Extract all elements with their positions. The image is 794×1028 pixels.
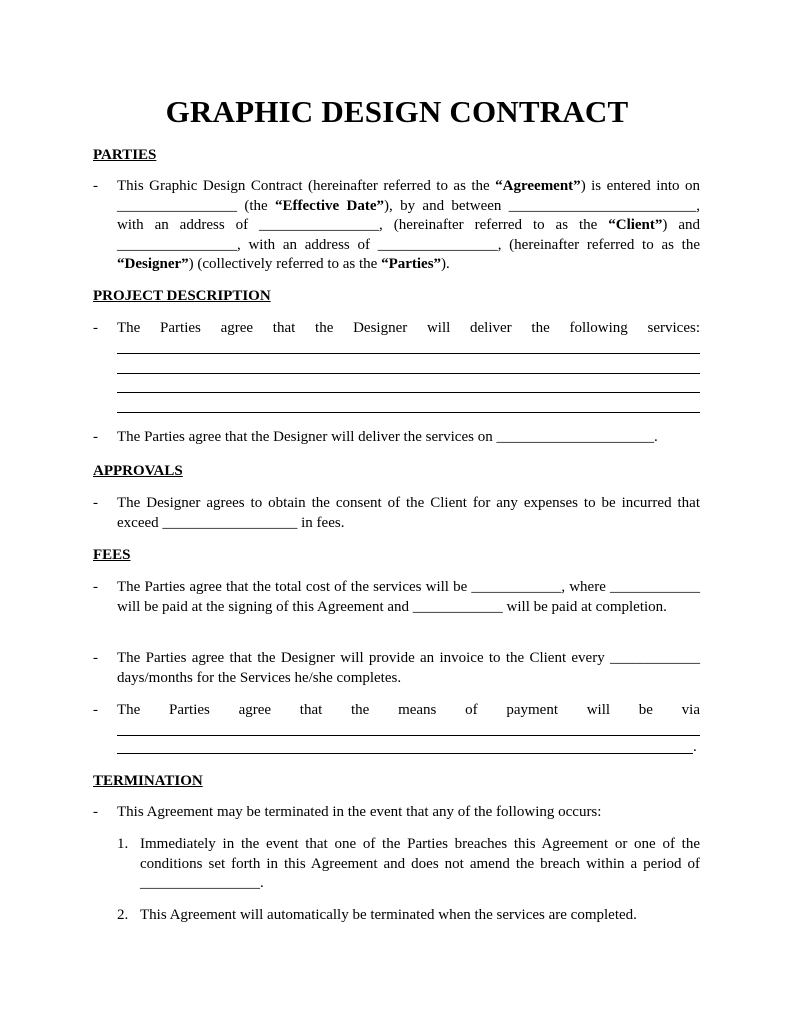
blank-line	[117, 412, 700, 413]
section-heading-parties: PARTIES	[93, 147, 157, 163]
client-term: “Client”	[608, 217, 663, 233]
list-item-number: 1.	[117, 836, 129, 852]
parties-text-6: ).	[441, 256, 450, 272]
termination-item-breach: Immediately in the event that one of the Parties breaches this Agreement or one of the conditions set forth in this Agreement and does not amend the breach within a period of ________________.	[140, 836, 700, 891]
termination-intro-paragraph: This Agreement may be terminated in the event that any of the following occurs:	[117, 804, 602, 820]
section-heading-project-description: PROJECT DESCRIPTION	[93, 288, 271, 304]
section-heading-fees: FEES	[93, 547, 131, 563]
parties-text-4: ) and ________________, with an address of ________________, (hereinafter referred to as the	[117, 217, 700, 253]
fees-invoice-paragraph: The Parties agree that the Designer will provide an invoice to the Client every ____________ days/months for the Services he/she completes.	[117, 650, 700, 686]
document-title: GRAPHIC DESIGN CONTRACT	[165, 94, 629, 129]
approvals-paragraph: The Designer agrees to obtain the consent of the Client for any expenses to be incurred that exceed __________________ in fees.	[117, 495, 700, 531]
parties-text-1: This Graphic Design Contract (hereinafter referred to as the	[117, 178, 496, 194]
list-item-number: 2.	[117, 907, 129, 923]
bullet-dash: -	[93, 702, 98, 718]
bullet-dash: -	[93, 320, 98, 336]
bullet-dash: -	[93, 579, 98, 595]
payment-line-period: .	[693, 739, 697, 755]
parties-text-2: ) is entered into on ________________ (the	[117, 178, 700, 214]
parties-text-5: ) (collectively referred to as the	[188, 256, 382, 272]
termination-item-completion: This Agreement will automatically be terminated when the services are completed.	[140, 907, 637, 923]
fees-total-cost-paragraph: The Parties agree that the total cost of the services will be ____________, where ____________ will be paid at the signing of this Agreement and ____________ will be paid at completion.	[117, 579, 700, 615]
project-services-paragraph: The Parties agree that the Designer will deliver the following services:	[117, 320, 700, 336]
project-delivery-paragraph: The Parties agree that the Designer will deliver the services on _____________________.	[117, 429, 658, 445]
agreement-term: “Agreement”	[495, 178, 581, 194]
bullet-dash: -	[93, 495, 98, 511]
bullet-dash: -	[93, 650, 98, 666]
effective-date-term: “Effective Date”	[275, 197, 384, 214]
section-heading-termination: TERMINATION	[93, 773, 203, 789]
blank-line	[117, 373, 700, 374]
bullet-dash: -	[93, 804, 98, 820]
fees-payment-means-paragraph: The Parties agree that the means of payment will be via	[117, 702, 700, 718]
bullet-dash: -	[93, 429, 98, 445]
blank-line	[117, 392, 700, 393]
parties-term: “Parties”	[381, 256, 442, 272]
parties-paragraph	[117, 177, 700, 275]
designer-term: “Designer”	[117, 256, 189, 272]
blank-line	[117, 753, 693, 754]
section-heading-approvals: APPROVALS	[93, 463, 183, 479]
bullet-dash: -	[93, 178, 98, 194]
blank-line	[117, 353, 700, 354]
parties-text-3: ), by and between _________________________, with an address of ________________, (hereinafter referred to as the	[117, 197, 700, 233]
blank-line	[117, 735, 700, 736]
